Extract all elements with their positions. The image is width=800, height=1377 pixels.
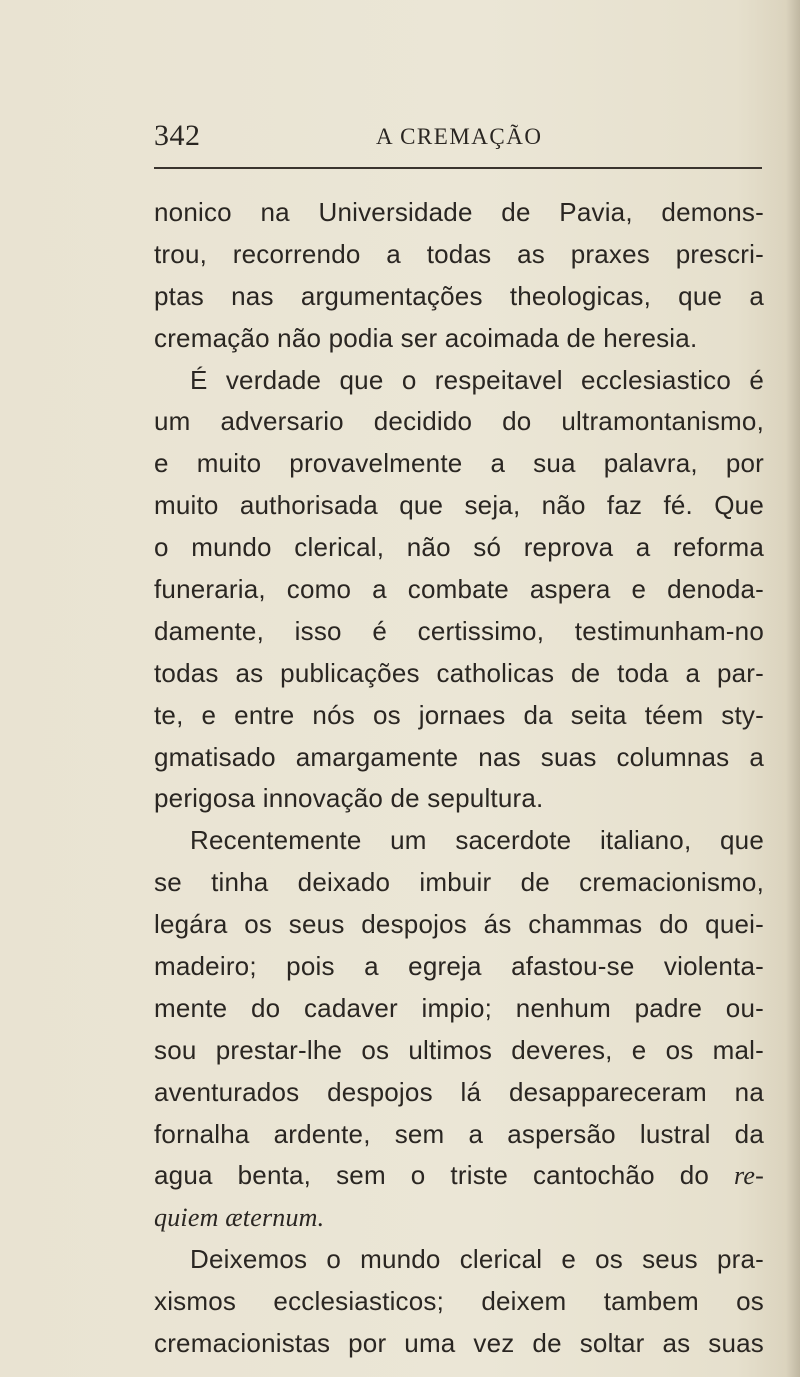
paragraph-first-line: É verdade que o respeitavel ecclesiastico é — [190, 364, 764, 395]
text-line: damente, isso é certissimo, testimunham-no — [154, 615, 764, 646]
text-line — [154, 1155, 764, 1197]
page-number: 342 — [154, 119, 201, 152]
text-line: trou, recorrendo a todas as praxes prescri- — [154, 238, 764, 269]
text-line: fornalha ardente, sem a aspersão lustral da — [154, 1118, 764, 1149]
text-line: gmatisado amargamente nas suas columnas a — [154, 741, 764, 772]
text-line: madeiro; pois a egreja afastou-se violenta- — [154, 951, 764, 982]
header-rule — [154, 167, 762, 169]
latin-italic-text: re- — [734, 1161, 764, 1191]
text-line: funeraria, como a combate aspera e denoda- — [154, 574, 764, 605]
running-title: A CREMAÇÃO — [376, 124, 543, 149]
text-line: se tinha deixado imbuir de cremacionismo, — [154, 867, 764, 898]
paragraph-first-line: Recentemente um sacerdote italiano, que — [190, 825, 764, 856]
text-line: te, e entre nós os jornaes da seita téem sty- — [154, 699, 764, 730]
body-text — [154, 192, 764, 1365]
text-segment: agua benta, sem o triste cantochão do — [154, 1160, 710, 1191]
text-line: cremacionistas por uma vez de soltar as suas — [154, 1328, 764, 1359]
text-line: aventurados despojos lá desappareceram na — [154, 1076, 764, 1107]
text-line: ptas nas argumentações theologicas, que a — [154, 280, 764, 311]
text-line: um adversario decidido do ultramontanismo, — [154, 406, 764, 437]
text-line: muito authorisada que seja, não faz fé. Que — [154, 490, 764, 521]
page-header — [154, 118, 762, 166]
text-line: o mundo clerical, não só reprova a reforma — [154, 532, 764, 563]
page-edge-shadow — [786, 0, 800, 1377]
paragraph-first-line: Deixemos o mundo clerical e os seus pra- — [190, 1244, 764, 1275]
text-line: cremação não podia ser acoimada de heresia. — [154, 322, 698, 353]
text-line: legára os seus despojos ás chammas do quei- — [154, 909, 764, 940]
latin-italic-text: quiem æternum. — [154, 1203, 325, 1233]
text-line: nonico na Universidade de Pavia, demons- — [154, 197, 764, 227]
text-line: sou prestar-lhe os ultimos deveres, e os mal- — [154, 1034, 764, 1065]
text-line: todas as publicações catholicas de toda a par- — [154, 657, 764, 688]
text-line: xismos ecclesiasticos; deixem tambem os — [154, 1286, 764, 1317]
text-line: mente do cadaver impio; nenhum padre ou- — [154, 992, 764, 1023]
text-line: e muito provavelmente a sua palavra, por — [154, 448, 764, 479]
text-line: perigosa innovação de sepultura. — [154, 783, 544, 814]
